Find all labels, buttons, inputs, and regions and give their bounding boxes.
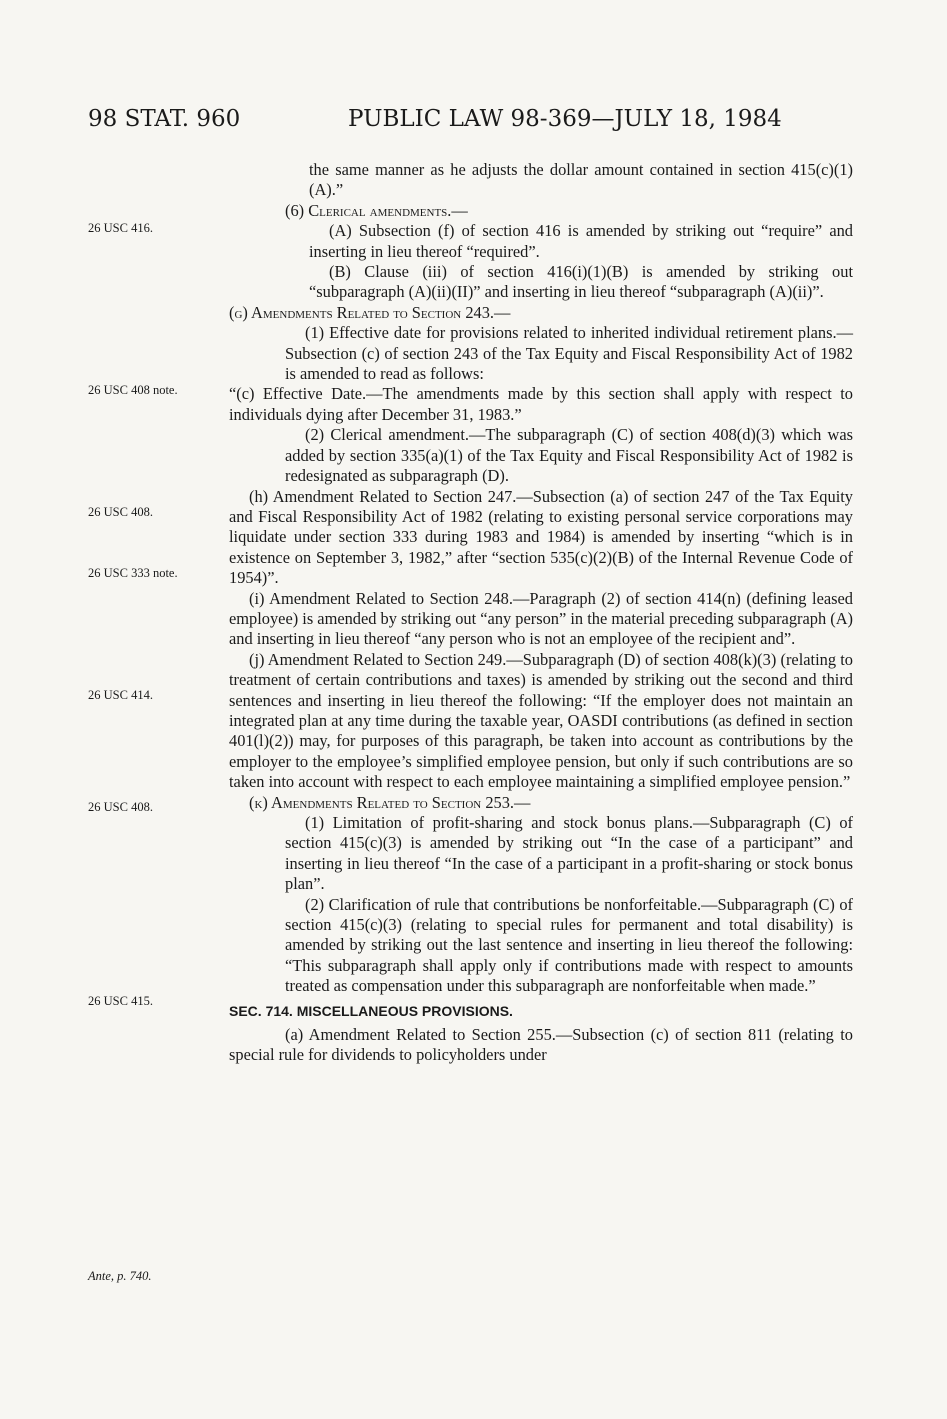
margin-note: 26 USC 414. — [88, 688, 153, 702]
paragraph: (j) Amendment Related to Section 249.—Subparagraph (D) of section 408(k)(3) (relating to treatment of certain contributions and taxes) is amended by striking out the second and third sentences and inserting in lieu thereof the following: “If the employer does not maintain an integrated plan at any time during the taxable year, OASDI contributions (as defined in section 401(l)(2)) may, for purposes of this paragraph, be taken into account as contributions by the employer to the employee’s simplified employee pension, but only if such contributions are so taken into account with respect to each employee maintaining a simplified employee pension.” — [229, 649, 853, 792]
subheading: (k) Amendments Related to Section 253.— — [249, 792, 531, 812]
statute-body — [229, 160, 853, 1066]
subheading: (g) Amendments Related to Section 243.— — [229, 302, 511, 322]
section-heading: SEC. 714. MISCELLANEOUS PROVISIONS. — [229, 1002, 513, 1019]
paragraph: (i) Amendment Related to Section 248.—Paragraph (2) of section 414(n) (defining leased employee) is amended by striking out “any person” in the material preceding subparagraph (A) and inserting in lieu thereof “any person who is not an employee of the recipient and”. — [229, 588, 853, 649]
paragraph: (1) Effective date for provisions related to inherited individual retirement plans.—Subsection (c) of section 243 of the Tax Equity and Fiscal Responsibility Act of 1982 is amended to read as follows: — [285, 323, 853, 384]
paragraph: (2) Clarification of rule that contributions be nonforfeitable.—Subparagraph (C) of section 415(c)(3) (relating to special rules for permanent and total disability) is amended by striking out the last sentence and inserting in lieu thereof the following: “This subparagraph shall apply only if contributions made with respect to amounts treated as compensation under this subparagraph are nonforfeitable when made.” — [285, 894, 853, 996]
margin-note: 26 USC 408. — [88, 505, 153, 519]
stat-page-number: 98 STAT. 960 — [88, 106, 241, 132]
paragraph: (h) Amendment Related to Section 247.—Subsection (a) of section 247 of the Tax Equity and Fiscal Responsibility Act of 1982 (relating to existing personal service corporations may liquidate under section 333 during 1983 and 1984) is amended by inserting “which is in existence on September 3, 1982,” after “section 535(c)(2)(B) of the Internal Revenue Code of 1954)”. — [229, 486, 853, 588]
paragraph: (A) Subsection (f) of section 416 is amended by striking out “require” and inserting in lieu thereof “required”. — [309, 221, 853, 261]
paragraph: (B) Clause (iii) of section 416(i)(1)(B) is amended by striking out “subparagraph (A)(ii)(II)” and inserting in lieu thereof “subparagraph (A)(ii)”. — [309, 262, 853, 302]
paragraph: (2) Clerical amendment.—The subparagraph (C) of section 408(d)(3) which was added by section 335(a)(1) of the Tax Equity and Fiscal Responsibility Act of 1982 is redesignated as subparagraph (D). — [285, 425, 853, 486]
margin-note: 26 USC 408. — [88, 800, 153, 814]
paragraph: (a) Amendment Related to Section 255.—Subsection (c) of section 811 (relating to special rule for dividends to policyholders under — [229, 1025, 853, 1065]
paragraph: (1) Limitation of profit-sharing and stock bonus plans.—Subparagraph (C) of section 415(c)(3) is amended by striking out “In the case of a participant” and inserting in lieu thereof “In the case of a participant in a profit-sharing or stock bonus plan”. — [285, 813, 853, 894]
margin-note: 26 USC 416. — [88, 221, 153, 235]
margin-note: Ante, p. 740. — [88, 1269, 152, 1283]
margin-note: 26 USC 408 note. — [88, 383, 178, 397]
subheading: (6) Clerical amendments.— — [285, 200, 468, 220]
paragraph: “(c) Effective Date.—The amendments made by this section shall apply with respect to individuals dying after December 31, 1983.” — [229, 384, 853, 424]
paragraph: the same manner as he adjusts the dollar amount contained in section 415(c)(1)(A).” — [309, 160, 853, 200]
margin-note: 26 USC 333 note. — [88, 566, 178, 580]
margin-note: 26 USC 415. — [88, 994, 153, 1008]
public-law-title: PUBLIC LAW 98-369—JULY 18, 1984 — [348, 106, 782, 132]
